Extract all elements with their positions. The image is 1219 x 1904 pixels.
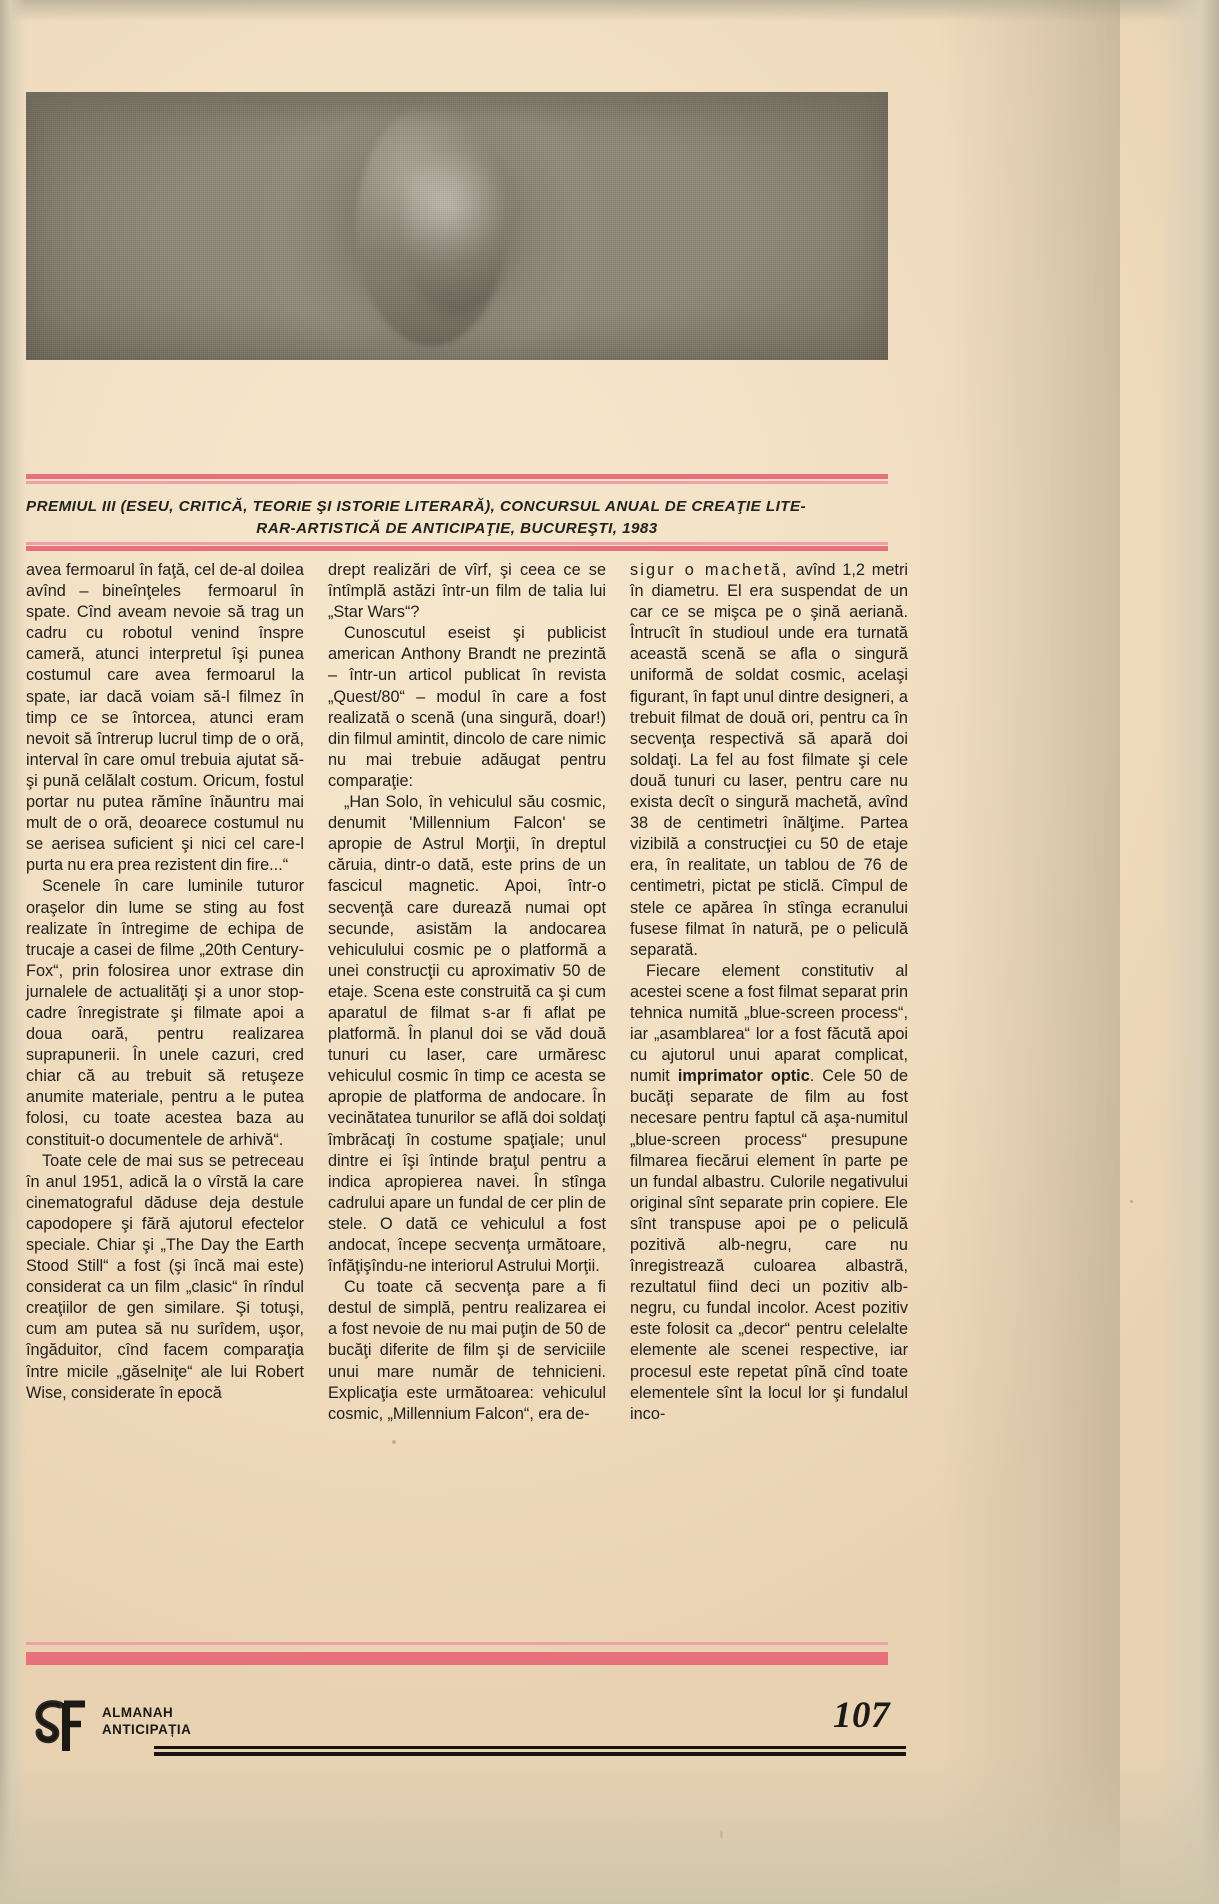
scan-edge-left xyxy=(0,0,26,1904)
sf-logo-icon xyxy=(30,1696,92,1758)
award-caption xyxy=(26,496,888,539)
scan-edge-bottom xyxy=(0,1754,1219,1904)
paragraph: avea fermoarul în faţă, cel de-al doilea avînd – bineînţeles fermoarul în spate. Cînd aveam nevoie să trag un cadru cu robotul venind înspre cameră, atunci interpretul îşi punea costumul care avea fermoarul la spate, iar dacă voiam să-l filmez în timp ce se întorcea, atunci eram nevoit să întrerup lucrul timp de o oră, interval în care omul trebuia ajutat să-şi pună celălalt costum. Oricum, fostul portar nu putea rămîne înăuntru mai mult de o oră, deoarece costumul nu se aerisea suficient şi nici cel care-l purta nu era prea rezistent din fire...“ xyxy=(26,561,304,875)
publication-name-line-1: ALMANAH xyxy=(102,1705,174,1720)
book-spine-shadow xyxy=(940,0,1120,1904)
caption-rule-top xyxy=(26,474,888,479)
publication-name xyxy=(102,1704,191,1738)
caption-rule-bottom xyxy=(26,546,888,551)
paragraph: sigur o machetă, avînd 1,2 metri în diametru. El era suspendat de un car ce se mişca pe o şină aeriană. Întrucît în studioul unde era turnată această scenă se afla o singură uniformă de soldat cosmic, acelaşi figurant, în fapt unul dintre designeri, a trebuit filmat de două ori, pentru ca în secvenţa respectivă să apară doi soldaţi. La fel au fost filmate şi cele două tunuri cu laser, pentru care nu exista decît o singură machetă, avînd 38 de centimetri înălţime. Partea vizibilă a construcţiei cu 50 de etaje era, în realitate, un tablou de 76 de centimetri, pictat pe sticlă. Cîmpul de stele ce apărea în stînga ecranului fusese filmat în natură, pe o peliculă separată. xyxy=(630,561,908,959)
paragraph: „Han Solo, în vehiculul său cosmic, denumit 'Millennium Falcon' se apropie de Astrul Morţii, în dreptul căruia, dintr-o dată, este prins de un fascicul magnetic. Apoi, într-o secvenţă care durează numai opt secunde, asistăm la andocarea vehiculului cosmic pe o platformă a unei construcţii cu aproximativ 50 de etaje. Scena este construită ca şi cum aparatul de filmat s-ar fi aflat pe platformă. În planul doi se văd două tunuri cu laser, care urmăresc vehiculul cosmic în timp ce acesta se apropie de platforma de andocare. În vecinătatea tunurilor se află doi soldaţi îmbrăcaţi în costume spaţiale; unul dintre ei îşi întinde braţul pentru a indica apropierea navei. În stînga cadrului apare un fundal de cer plin de stele. O dată ce vehiculul a fost andocat, începe secvenţa următoare, înfăţişîndu-ne interiorul Astrului Morţii. xyxy=(328,793,606,1276)
scan-edge-top xyxy=(0,0,1219,22)
paragraph: Cunoscutul eseist şi publicist american Anthony Brandt ne prezintă – într-un articol publicat în revista „Quest/80“ – modul în care a fost realizată o scenă (una singură, doar!) din filmul amintit, dincolo de care nimic nu mai trebuie adăugat pentru comparaţie: xyxy=(328,624,606,790)
scan-edge-right xyxy=(1159,0,1219,1904)
footer-rule-pale xyxy=(26,1642,888,1645)
paragraph: Scenele în care luminile tuturor oraşelor din lume se sting au fost realizate în întregime de echipa de trucaje a casei de filme „20th Century-Fox“, prin folosirea unor extrase din jurnalele de actualităţi şi a unor stop-cadre înregistrate şi filmate apoi a doua oară, pentru realizarea suprapunerii. În unele cazuri, cred chiar că au trebuit să retuşeze anumite materiale, pentru a le putea folosi, cu toate acestea baza au constituit-o documentele de arhivă“. xyxy=(26,877,304,1149)
paper-speck xyxy=(720,1830,723,1839)
letterspaced-lead-in: sigur o machetă, xyxy=(630,561,789,579)
paragraph: Cu toate că secvenţa pare a fi destul de simplă, pentru realizarea ei a fost nevoie de nu mai puţin de 50 de bucăţi diferite de film şi de serviciile unui mare număr de tehnicieni. Explicaţia este următoarea: vehiculul cosmic, „Millennium Falcon“, era de- xyxy=(328,1278,606,1423)
caption-rule-bottom-pale xyxy=(26,542,888,545)
text-column-1 xyxy=(26,560,304,1630)
footer-rule-black-thick xyxy=(154,1752,906,1756)
footer-rule-red xyxy=(26,1652,888,1665)
footer-rule-black-thin xyxy=(154,1746,906,1749)
caption-rule-top-pale xyxy=(26,481,888,484)
article-body xyxy=(26,560,908,1630)
photo-top-shading xyxy=(26,92,888,122)
text-column-2 xyxy=(328,560,606,1630)
paragraph: Fiecare element constitutiv al acestei scene a fost filmat separat prin tehnica numită „blue-screen process“, iar „asamblarea“ lor a fost făcută apoi cu ajutorul unui aparat complicat, numit imprimator optic. Cele 50 de bucăţi separate de film au fost necesare pentru faptul că aşa-numitul „blue-screen process“ presupune filmarea fiecărui element în parte pe un fundal albastru. Culorile negativului original sînt separate prin copiere. Ele sînt transpuse apoi pe o peliculă pozitivă alb-negru, care nu înregistrează culoarea albastră, rezultatul fiind deci un pozitiv alb-negru, cu fundal incolor. Acest pozitiv este folosit ca „decor“ pentru celelalte elemente ale scenei respective, iar procesul este repetat pînă cînd toate elementele sînt la locul lor şi fundalul inco- xyxy=(630,961,908,1423)
caption-line-2: RAR-ARTISTICĂ DE ANTICIPAŢIE, BUCUREŞTI, 1983 xyxy=(256,519,658,537)
paragraph: drept realizări de vîrf, şi ceea ce se întîmplă astăzi într-un film de talia lui „Star Wars“? xyxy=(328,561,606,622)
page-footer xyxy=(26,1694,906,1774)
emphasis-term: imprimator optic xyxy=(677,1067,810,1086)
publication-name-line-2: ANTICIPAȚIA xyxy=(102,1722,192,1738)
paper-speck xyxy=(1130,1200,1133,1203)
photo-vignette xyxy=(26,92,888,360)
text-column-3 xyxy=(630,560,908,1630)
caption-line-1: PREMIUL III (ESEU, CRITICĂ, TEORIE ŞI ISTORIE LITERARĂ), CONCURSUL ANUAL DE CREAŢIE LITE- xyxy=(26,498,807,515)
page-number: 107 xyxy=(833,1695,890,1736)
paragraph: Toate cele de mai sus se petreceau în anul 1951, adică la o vîrstă la care cinematograful dăduse deja destule capodopere şi fără ajutorul efectelor speciale. Chiar şi „The Day the Earth Stood Still“ a fost (şi încă mai este) considerat ca un film „clasic“ în rîndul creaţiilor de gen similare. Şi totuşi, cum am putea să nu surîdem, uşor, îngăduitor, cînd facem comparaţia între micile „găselniţe“ ale lui Robert Wise, considerate în epocă xyxy=(26,1151,304,1402)
planet-photograph xyxy=(26,92,888,360)
